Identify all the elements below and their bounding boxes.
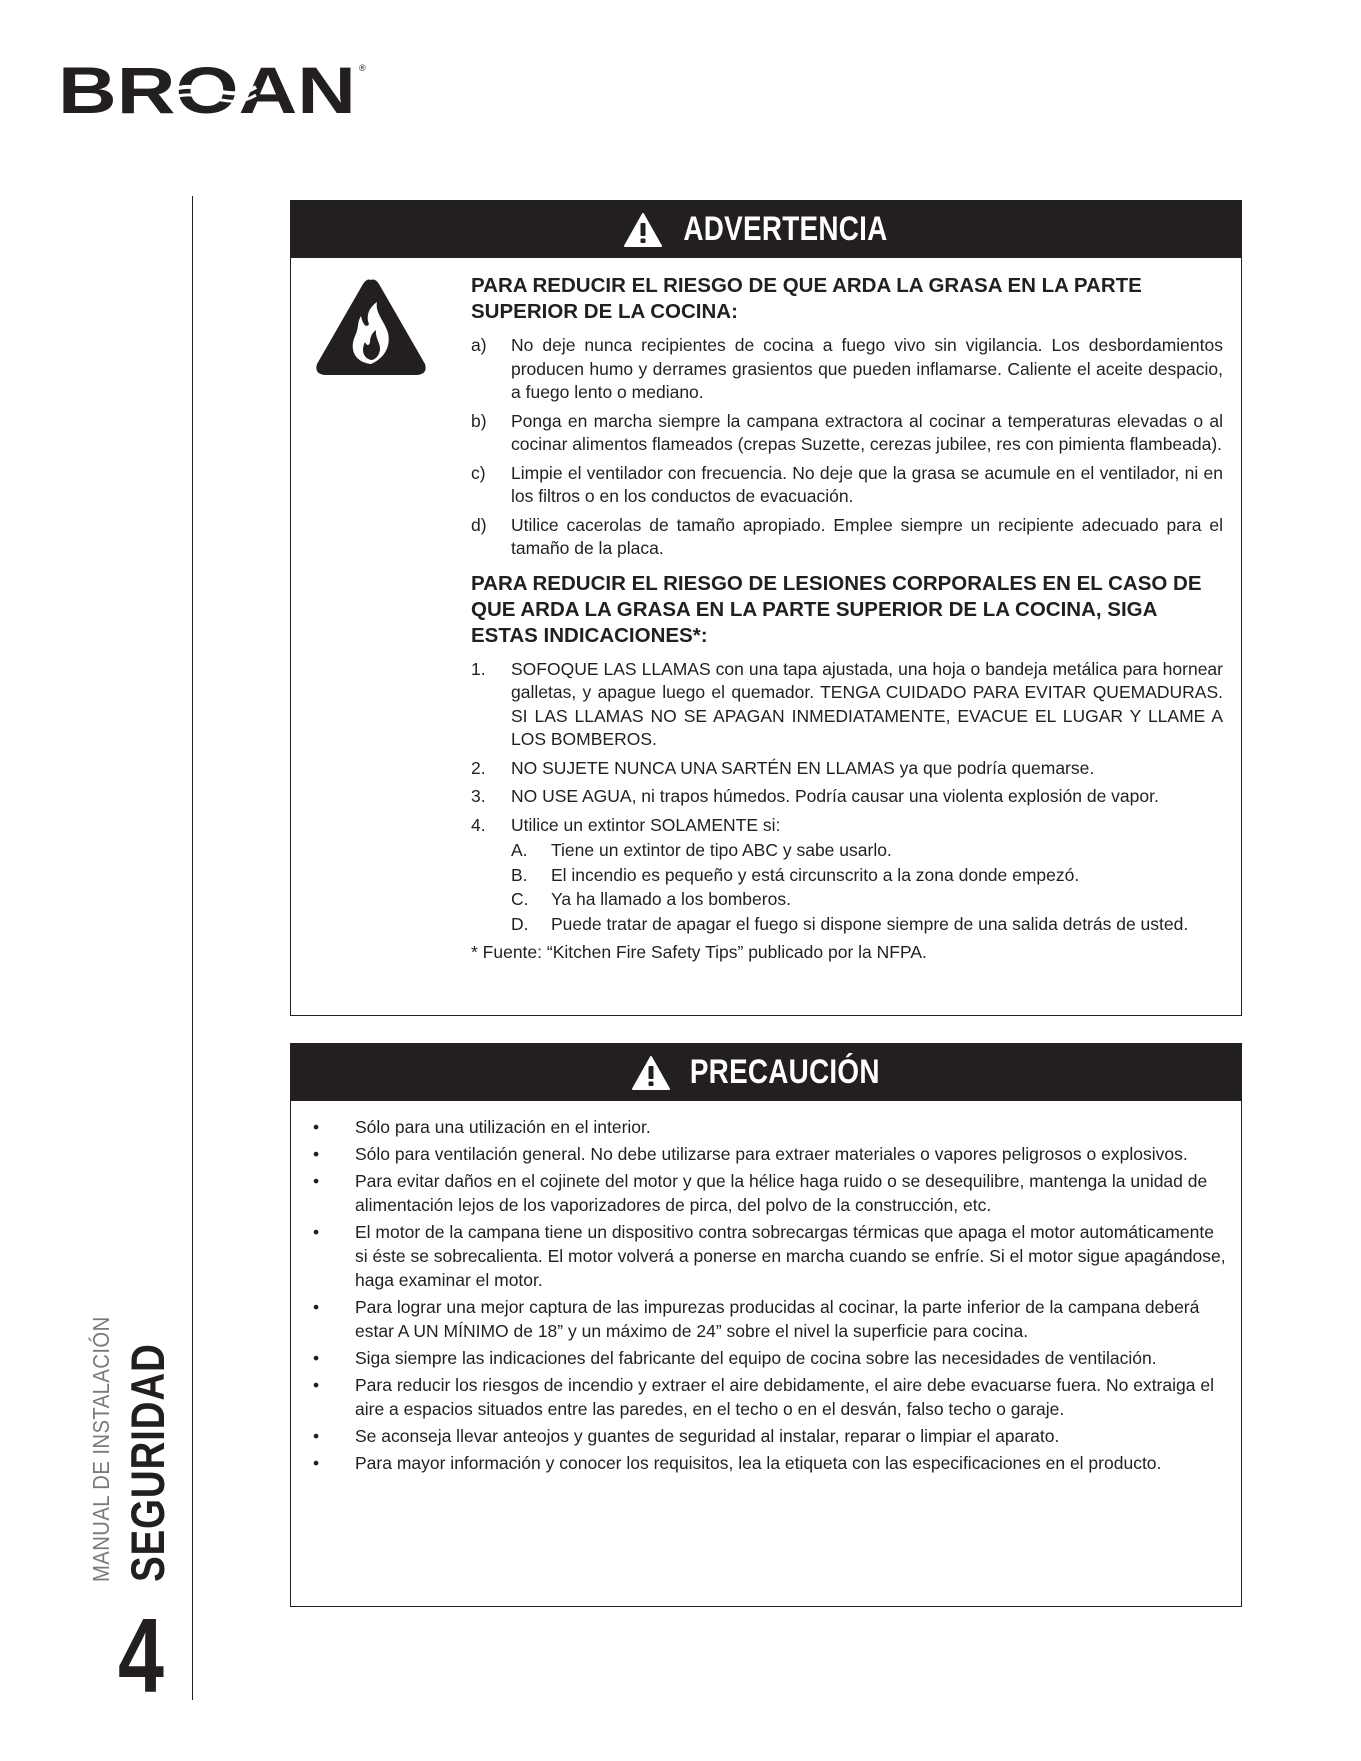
list-item [471, 410, 1223, 457]
list-marker: d) [471, 514, 487, 535]
list-item [511, 913, 1223, 937]
list-item-text: Se aconseja llevar anteojos y guantes de seguridad al instalar, reparar o limpiar el aparato. [355, 1426, 1060, 1446]
list-marker: 4. [471, 814, 486, 835]
grease-fire-list [471, 334, 1223, 561]
list-marker: 3. [471, 786, 486, 806]
page-number: 4 [118, 1597, 164, 1715]
list-item-text: Para evitar daños en el cojinete del motor y que la hélice haga ruido o se desequilibre, mantenga la unidad de alimentación lejos de los vaporizadores de pirca, del polvo de la construcción, etc. [355, 1171, 1208, 1215]
grease-fire-heading: PARA REDUCIR EL RIESGO DE QUE ARDA LA GRASA EN LA PARTE SUPERIOR DE LA COCINA: [471, 274, 1142, 323]
section-label: SEGURIDAD [121, 1343, 174, 1582]
list-item [471, 785, 1223, 809]
list-marker: b) [471, 410, 487, 431]
list-item [311, 1346, 1229, 1370]
brand-logo [58, 57, 368, 119]
list-item-text: NO USE AGUA, ni trapos húmedos. Podría causar una violenta explosión de vapor. [511, 786, 1159, 806]
list-item-text: Utilice cacerolas de tamaño apropiado. Emplee siempre un recipiente adecuado para el tamaño de la placa. [511, 514, 1223, 558]
list-item [471, 334, 1223, 405]
bullet-icon: • [313, 1375, 320, 1395]
list-item-text: Siga siempre las indicaciones del fabricante del equipo de cocina sobre las necesidades de ventilación. [355, 1348, 1157, 1368]
list-item-text: Sólo para una utilización en el interior. [355, 1117, 651, 1137]
list-marker: c) [471, 462, 486, 483]
warning-triangle-icon [623, 212, 663, 248]
list-item [471, 658, 1223, 752]
list-item-text: No deje nunca recipientes de cocina a fuego vivo sin vigilancia. Los desbordamientos producen humo y derrames grasientos que pueden inflamarse. Caliente el aceite despacio, a fuego lento o mediano. [511, 335, 1223, 402]
caution-list [311, 1115, 1229, 1478]
list-item-text: Ya ha llamado a los bomberos. [551, 889, 791, 909]
caution-box [290, 1043, 1242, 1607]
warning-header [291, 201, 1241, 258]
bullet-icon: • [313, 1297, 320, 1317]
warning-content [471, 273, 1223, 982]
list-item [511, 839, 1223, 863]
list-item [471, 514, 1223, 561]
trademark-symbol: ® [359, 63, 366, 73]
list-item-text: El incendio es pequeño y está circunscrito a la zona donde empezó. [551, 864, 1080, 885]
bullet-icon: • [313, 1117, 320, 1137]
list-item [511, 864, 1223, 888]
caution-title: PRECAUCIÓN [690, 1053, 880, 1091]
list-item [471, 757, 1223, 781]
bullet-icon: • [313, 1222, 320, 1242]
bullet-icon: • [313, 1348, 320, 1368]
bullet-icon: • [313, 1426, 320, 1446]
bullet-icon: • [313, 1171, 320, 1191]
list-marker: a) [471, 335, 487, 355]
list-marker: B. [511, 864, 528, 885]
list-item-text: Sólo para ventilación general. No debe utilizarse para extraer materiales o vapores peligrosos o explosivos. [355, 1144, 1188, 1164]
list-item-text: SOFOQUE LAS LLAMAS con una tapa ajustada, una hoja o bandeja metálica para hornear galletas, y apague luego el quemador. TENGA CUIDADO PARA EVITAR QUEMADURAS. SI LAS LLAMAS NO SE APAGAN INMEDIATAMENTE, EVACUE EL LUGAR Y LLAME A LOS BOMBEROS. [511, 658, 1223, 749]
logo-wordmark: BROAN [58, 57, 356, 119]
list-item-text: Para mayor información y conocer los requisitos, lea la etiqueta con las especificaciones en el producto. [355, 1453, 1162, 1473]
injury-risk-heading: PARA REDUCIR EL RIESGO DE LESIONES CORPORALES EN EL CASO DE QUE ARDA LA GRASA EN LA PARTE SUPERIOR DE LA COCINA, SIGA ESTAS INDICACIONES*: [471, 571, 1202, 647]
list-marker: C. [511, 889, 529, 909]
list-marker: 2. [471, 757, 486, 778]
list-item [471, 462, 1223, 509]
list-item-text: Puede tratar de apagar el fuego si dispone siempre de una salida detrás de usted. [551, 913, 1189, 934]
warning-triangle-icon [631, 1055, 671, 1091]
list-item-text: Ponga en marcha siempre la campana extractora al cocinar a temperaturas elevadas o al cocinar alimentos flameados (crepas Suzette, cerezas jubilee, res con pimienta flambeada). [511, 410, 1223, 454]
list-item [311, 1115, 1229, 1139]
sidebar-divider [192, 196, 193, 1700]
list-marker: 1. [471, 658, 486, 679]
list-item [311, 1424, 1229, 1448]
list-item-text: Para lograr una mejor captura de las impurezas producidas al cocinar, la parte inferior de la campana deberá estar A UN MÍNIMO de 18” y un máximo de 24” sobre el nivel la superficie para cocina. [355, 1297, 1200, 1341]
list-item [311, 1373, 1229, 1421]
bullet-icon: • [313, 1453, 320, 1473]
list-item-text: Utilice un extintor SOLAMENTE si: [511, 814, 781, 835]
warning-title: ADVERTENCIA [682, 210, 888, 248]
list-item-text: El motor de la campana tiene un dispositivo contra sobrecargas térmicas que apaga el motor automáticamente si éste se sobrecalienta. El motor volverá a ponerse en marcha cuando se enfríe. Si el motor sigue apagándose, haga examinar el motor. [355, 1222, 1226, 1290]
list-item-text: Tiene un extintor de tipo ABC y sabe usarlo. [551, 840, 892, 860]
list-item-text: Para reducir los riesgos de incendio y extraer el aire debidamente, el aire debe evacuarse fuera. No extraiga el aire a espacios situados entre las paredes, en el techo o en el desván, falso techo o garaje. [355, 1375, 1214, 1419]
sidebar-section-label [88, 1182, 182, 1582]
list-item [311, 1295, 1229, 1343]
broan-logo-icon [58, 57, 368, 119]
manual-label: MANUAL DE INSTALACIÓN [88, 1316, 114, 1582]
list-item [311, 1142, 1229, 1166]
source-citation: * Fuente: “Kitchen Fire Safety Tips” publicado por la NFPA. [471, 942, 927, 962]
list-item [311, 1169, 1229, 1217]
warning-box [290, 200, 1242, 1016]
extinguisher-conditions [511, 839, 1223, 936]
list-item [311, 1451, 1229, 1475]
list-item-text: NO SUJETE NUNCA UNA SARTÉN EN LLAMAS ya que podría quemarse. [511, 757, 1095, 778]
fire-response-steps [471, 658, 1223, 937]
list-item [471, 814, 1223, 937]
list-marker: D. [511, 913, 529, 934]
list-item-text: Limpie el ventilador con frecuencia. No deje que la grasa se acumule en el ventilador, ni en los filtros o en los conductos de evacuación. [511, 462, 1223, 506]
caution-header [291, 1044, 1241, 1101]
list-item [311, 1220, 1229, 1292]
list-item [511, 888, 1223, 912]
list-marker: A. [511, 840, 528, 860]
bullet-icon: • [313, 1144, 320, 1164]
fire-hazard-icon [313, 276, 429, 378]
